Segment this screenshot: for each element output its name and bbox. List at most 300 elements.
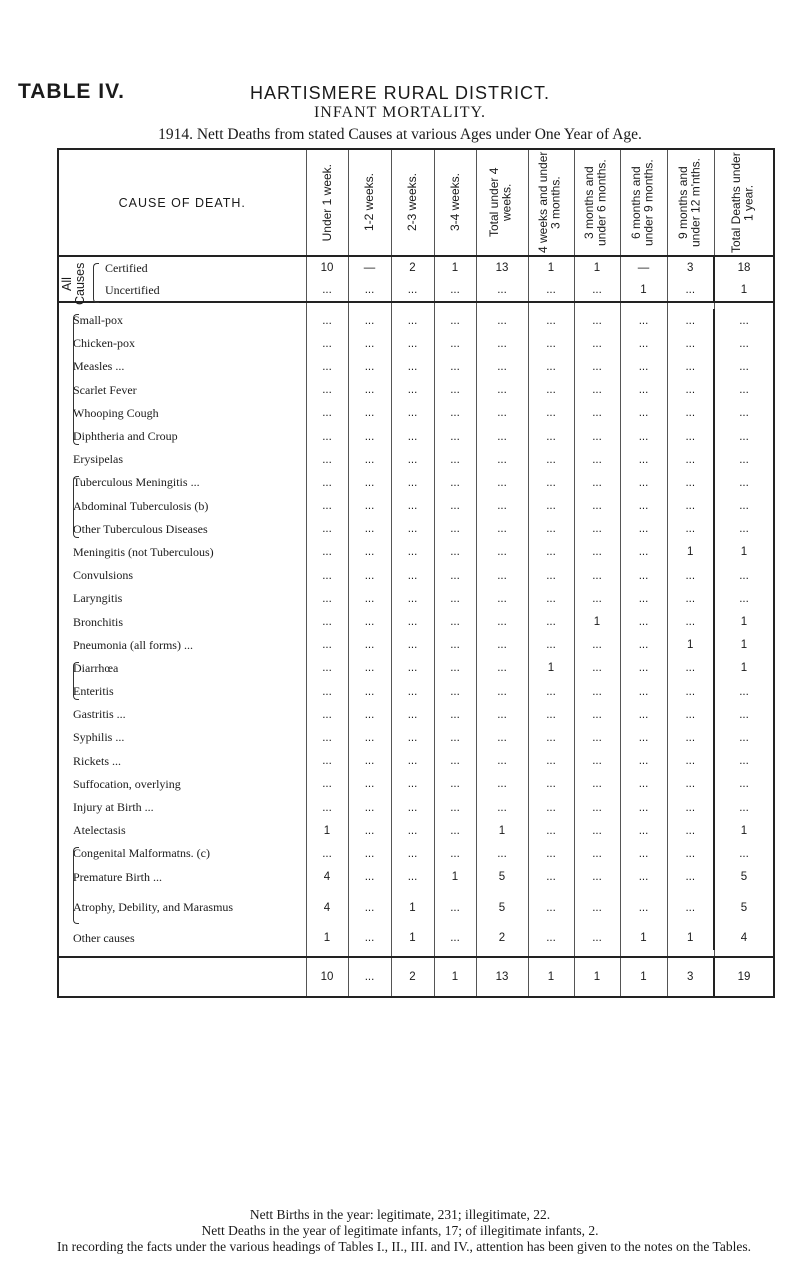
value-cell: ... bbox=[348, 402, 391, 425]
cause-row bbox=[58, 332, 774, 355]
value-cell: ... bbox=[528, 703, 574, 726]
value-cell: ... bbox=[434, 796, 476, 819]
value-cell: 4 bbox=[306, 889, 348, 927]
value-cell: ... bbox=[620, 471, 667, 494]
spacer-cell bbox=[391, 302, 434, 309]
value-cell: ... bbox=[306, 703, 348, 726]
cause-label: Injury at Birth ... bbox=[73, 800, 154, 815]
value-cell: ... bbox=[574, 750, 620, 773]
infant-mortality-table bbox=[57, 148, 775, 998]
value-cell: ... bbox=[306, 518, 348, 541]
all-causes-section bbox=[58, 256, 774, 306]
value-cell: ... bbox=[348, 889, 391, 927]
cause-label-cell bbox=[58, 448, 306, 471]
value-cell: 1 bbox=[391, 927, 434, 950]
value-cell: 1 bbox=[574, 610, 620, 633]
value-cell: ... bbox=[306, 279, 348, 302]
cause-label: Other Tuberculous Diseases bbox=[73, 521, 208, 536]
note-deaths: Nett Deaths in the year of legitimate infants, 17; of illegitimate infants, 2. bbox=[201, 1223, 599, 1238]
cause-row bbox=[58, 448, 774, 471]
value-cell: ... bbox=[528, 889, 574, 927]
value-cell: 18 bbox=[714, 256, 774, 279]
value-cell: ... bbox=[667, 355, 714, 378]
value-cell: ... bbox=[391, 495, 434, 518]
value-cell: ... bbox=[434, 309, 476, 332]
cause-label-cell bbox=[58, 471, 306, 494]
spacer-cell bbox=[620, 950, 667, 957]
value-cell: ... bbox=[667, 587, 714, 610]
cause-label: Small-pox bbox=[73, 313, 123, 328]
value-cell: ... bbox=[476, 842, 528, 865]
cause-label: Enteritis bbox=[73, 684, 114, 699]
value-cell: 1 bbox=[620, 279, 667, 302]
cause-row bbox=[58, 750, 774, 773]
value-cell: ... bbox=[391, 448, 434, 471]
value-cell: ... bbox=[306, 842, 348, 865]
value-cell: 5 bbox=[714, 889, 774, 927]
value-cell: ... bbox=[528, 332, 574, 355]
cause-row bbox=[58, 796, 774, 819]
value-cell: ... bbox=[348, 866, 391, 889]
value-cell: ... bbox=[391, 518, 434, 541]
value-cell: ... bbox=[306, 471, 348, 494]
value-cell: ... bbox=[667, 610, 714, 633]
value-cell: ... bbox=[306, 610, 348, 633]
value-cell: 1 bbox=[306, 927, 348, 950]
cause-label: Laryngitis bbox=[73, 591, 123, 606]
value-cell: 3 bbox=[667, 256, 714, 279]
cause-label-cell bbox=[58, 703, 306, 726]
value-cell: ... bbox=[574, 279, 620, 302]
value-cell: ... bbox=[528, 379, 574, 402]
value-cell: ... bbox=[434, 448, 476, 471]
cause-row bbox=[58, 610, 774, 633]
value-cell: ... bbox=[348, 587, 391, 610]
value-cell: ... bbox=[714, 796, 774, 819]
value-cell: ... bbox=[306, 657, 348, 680]
value-cell: ... bbox=[434, 610, 476, 633]
value-cell: ... bbox=[620, 587, 667, 610]
value-cell: ... bbox=[434, 703, 476, 726]
value-cell: ... bbox=[476, 332, 528, 355]
table-caption: 1914. Nett Deaths from stated Causes at various Ages under One Year of Age. bbox=[158, 126, 642, 143]
cause-label: Scarlet Fever bbox=[73, 382, 137, 397]
value-cell: ... bbox=[306, 796, 348, 819]
value-cell: ... bbox=[306, 564, 348, 587]
value-cell: 1 bbox=[714, 610, 774, 633]
value-cell: ... bbox=[667, 425, 714, 448]
value-cell: ... bbox=[306, 495, 348, 518]
spacer-cell bbox=[667, 302, 714, 309]
value-cell: ... bbox=[667, 379, 714, 402]
cause-row bbox=[58, 866, 774, 889]
value-cell: ... bbox=[714, 726, 774, 749]
spacer-cell bbox=[528, 950, 574, 957]
value-cell: ... bbox=[434, 379, 476, 402]
value-cell: ... bbox=[391, 471, 434, 494]
value-cell: ... bbox=[391, 587, 434, 610]
value-cell: ... bbox=[620, 564, 667, 587]
cause-row bbox=[58, 518, 774, 541]
cause-label: Abdominal Tuberculosis (b) bbox=[73, 498, 209, 513]
value-cell: ... bbox=[348, 657, 391, 680]
value-cell: ... bbox=[528, 518, 574, 541]
value-cell: ... bbox=[476, 355, 528, 378]
cause-label-cell bbox=[58, 355, 306, 378]
value-cell: ... bbox=[528, 564, 574, 587]
value-cell: ... bbox=[391, 564, 434, 587]
value-cell: 10 bbox=[306, 957, 348, 997]
value-cell: ... bbox=[348, 796, 391, 819]
col-6mo-9mo: 6 months and under 9 months. bbox=[620, 149, 667, 256]
value-cell: ... bbox=[620, 379, 667, 402]
cause-row bbox=[58, 355, 774, 378]
value-cell: ... bbox=[620, 355, 667, 378]
all-causes-row bbox=[58, 279, 774, 302]
value-cell: 2 bbox=[391, 256, 434, 279]
cause-label-cell bbox=[58, 842, 306, 865]
value-cell: ... bbox=[434, 842, 476, 865]
value-cell: ... bbox=[620, 425, 667, 448]
cause-label: Tuberculous Meningitis ... bbox=[73, 475, 200, 490]
spacer-cell bbox=[348, 950, 391, 957]
value-cell: ... bbox=[476, 750, 528, 773]
value-cell: 4 bbox=[306, 866, 348, 889]
value-cell: ... bbox=[434, 587, 476, 610]
value-cell: ... bbox=[667, 564, 714, 587]
value-cell: ... bbox=[391, 842, 434, 865]
value-cell: ... bbox=[714, 587, 774, 610]
value-cell: ... bbox=[574, 355, 620, 378]
value-cell: ... bbox=[391, 773, 434, 796]
value-cell: ... bbox=[574, 587, 620, 610]
value-cell: ... bbox=[306, 750, 348, 773]
cause-label-cell bbox=[58, 773, 306, 796]
value-cell: ... bbox=[667, 796, 714, 819]
cause-row bbox=[58, 564, 774, 587]
cause-row bbox=[58, 471, 774, 494]
all-causes-group-label: All Causes bbox=[60, 262, 87, 306]
value-cell: ... bbox=[306, 541, 348, 564]
value-cell: ... bbox=[476, 379, 528, 402]
value-cell: ... bbox=[348, 564, 391, 587]
cause-row bbox=[58, 402, 774, 425]
value-cell: ... bbox=[434, 495, 476, 518]
value-cell: ... bbox=[667, 279, 714, 302]
value-cell: ... bbox=[348, 703, 391, 726]
value-cell: ... bbox=[434, 750, 476, 773]
value-cell: ... bbox=[306, 448, 348, 471]
value-cell: ... bbox=[667, 819, 714, 842]
value-cell: ... bbox=[391, 379, 434, 402]
cause-row bbox=[58, 425, 774, 448]
value-cell: ... bbox=[476, 541, 528, 564]
value-cell: ... bbox=[434, 634, 476, 657]
value-cell: 1 bbox=[667, 927, 714, 950]
value-cell: 1 bbox=[714, 279, 774, 302]
cause-label: Gastritis ... bbox=[73, 707, 126, 722]
value-cell: ... bbox=[667, 750, 714, 773]
value-cell: ... bbox=[391, 279, 434, 302]
value-cell: ... bbox=[714, 379, 774, 402]
value-cell: ... bbox=[620, 773, 667, 796]
cause-label-cell bbox=[58, 425, 306, 448]
value-cell: ... bbox=[476, 680, 528, 703]
value-cell: ... bbox=[528, 866, 574, 889]
value-cell: ... bbox=[391, 657, 434, 680]
cause-label: Diphtheria and Croup bbox=[73, 429, 178, 444]
spacer-cell bbox=[476, 950, 528, 957]
value-cell: ... bbox=[574, 448, 620, 471]
cause-label-cell bbox=[58, 796, 306, 819]
value-cell: ... bbox=[714, 425, 774, 448]
value-cell: ... bbox=[667, 518, 714, 541]
col-2-3-weeks: 2-3 weeks. bbox=[391, 149, 434, 256]
value-cell: ... bbox=[714, 680, 774, 703]
note-recording: In recording the facts under the various headings of Tables I., II., III. and IV., attention has been given to the notes on the Tables. bbox=[57, 1239, 751, 1254]
value-cell: 2 bbox=[476, 927, 528, 950]
value-cell: ... bbox=[348, 355, 391, 378]
value-cell: ... bbox=[528, 634, 574, 657]
value-cell: ... bbox=[620, 750, 667, 773]
value-cell: ... bbox=[714, 564, 774, 587]
cause-row bbox=[58, 495, 774, 518]
cause-row bbox=[58, 541, 774, 564]
value-cell: ... bbox=[714, 448, 774, 471]
value-cell: ... bbox=[528, 471, 574, 494]
cause-label: Convulsions bbox=[73, 568, 134, 583]
value-cell: ... bbox=[434, 773, 476, 796]
cause-label-cell bbox=[58, 541, 306, 564]
cause-label: Bronchitis bbox=[73, 614, 123, 629]
value-cell: ... bbox=[476, 726, 528, 749]
value-cell: ... bbox=[667, 703, 714, 726]
value-cell: 1 bbox=[391, 889, 434, 927]
district-title: HARTISMERE RURAL DISTRICT. bbox=[249, 83, 551, 103]
value-cell: ... bbox=[620, 889, 667, 927]
value-cell: ... bbox=[574, 773, 620, 796]
cause-row bbox=[58, 889, 774, 927]
value-cell: ... bbox=[714, 703, 774, 726]
value-cell: ... bbox=[348, 819, 391, 842]
value-cell: ... bbox=[476, 796, 528, 819]
value-cell: ... bbox=[306, 402, 348, 425]
cause-label: Atrophy, Debility, and Marasmus bbox=[73, 900, 234, 915]
value-cell: ... bbox=[391, 819, 434, 842]
value-cell: ... bbox=[348, 332, 391, 355]
spacer-cell bbox=[528, 302, 574, 309]
value-cell: ... bbox=[434, 425, 476, 448]
value-cell: ... bbox=[391, 610, 434, 633]
spacer-cell bbox=[620, 302, 667, 309]
cause-label: Suffocation, overlying bbox=[73, 776, 181, 791]
all-causes-row-label: Certified bbox=[105, 260, 148, 275]
value-cell: ... bbox=[574, 819, 620, 842]
cause-label-cell bbox=[58, 750, 306, 773]
value-cell: ... bbox=[528, 680, 574, 703]
cause-row bbox=[58, 379, 774, 402]
spacer-cell bbox=[58, 950, 306, 957]
value-cell: ... bbox=[620, 819, 667, 842]
cause-label-cell bbox=[58, 680, 306, 703]
value-cell: ... bbox=[348, 279, 391, 302]
value-cell: 1 bbox=[620, 927, 667, 950]
spacer-cell bbox=[574, 302, 620, 309]
value-cell: ... bbox=[348, 448, 391, 471]
value-cell: ... bbox=[434, 471, 476, 494]
cause-label: Atelectasis bbox=[73, 823, 126, 838]
cause-label: Other causes bbox=[73, 930, 135, 945]
spacer-cell bbox=[391, 950, 434, 957]
cause-row bbox=[58, 703, 774, 726]
value-cell: ... bbox=[348, 773, 391, 796]
value-cell: ... bbox=[714, 773, 774, 796]
cause-label: Chicken-pox bbox=[73, 336, 135, 351]
value-cell: ... bbox=[434, 927, 476, 950]
value-cell: 1 bbox=[434, 957, 476, 997]
value-cell: ... bbox=[620, 610, 667, 633]
cause-label-cell bbox=[58, 518, 306, 541]
value-cell: 4 bbox=[714, 927, 774, 950]
value-cell: ... bbox=[528, 726, 574, 749]
value-cell: ... bbox=[574, 889, 620, 927]
cause-row bbox=[58, 726, 774, 749]
cause-row bbox=[58, 773, 774, 796]
spacer-cell bbox=[476, 302, 528, 309]
value-cell: ... bbox=[306, 309, 348, 332]
all-causes-row bbox=[58, 256, 774, 279]
cause-label: Erysipelas bbox=[73, 452, 123, 467]
cause-label-cell bbox=[58, 402, 306, 425]
cause-label: Premature Birth ... bbox=[73, 869, 162, 884]
value-cell: ... bbox=[714, 309, 774, 332]
value-cell: ... bbox=[391, 402, 434, 425]
value-cell: ... bbox=[528, 448, 574, 471]
spacer-cell bbox=[714, 302, 774, 309]
value-cell: 1 bbox=[714, 819, 774, 842]
value-cell: 1 bbox=[574, 957, 620, 997]
cause-label-cell bbox=[58, 587, 306, 610]
col-4wk-3mo: 4 weeks and under 3 months. bbox=[528, 149, 574, 256]
all-causes-label-cell bbox=[58, 279, 306, 302]
value-cell: 1 bbox=[434, 866, 476, 889]
value-cell: ... bbox=[528, 541, 574, 564]
value-cell: ... bbox=[528, 309, 574, 332]
value-cell: ... bbox=[476, 425, 528, 448]
col-1-2-weeks: 1-2 weeks. bbox=[348, 149, 391, 256]
value-cell: 2 bbox=[391, 957, 434, 997]
value-cell: ... bbox=[714, 750, 774, 773]
cause-row bbox=[58, 927, 774, 950]
cause-label-cell bbox=[58, 726, 306, 749]
value-cell: ... bbox=[391, 680, 434, 703]
value-cell: ... bbox=[348, 610, 391, 633]
value-cell: 1 bbox=[528, 657, 574, 680]
value-cell: ... bbox=[434, 657, 476, 680]
value-cell: ... bbox=[476, 564, 528, 587]
value-cell: ... bbox=[667, 866, 714, 889]
value-cell: ... bbox=[620, 842, 667, 865]
cause-label: Whooping Cough bbox=[73, 405, 159, 420]
value-cell: ... bbox=[528, 842, 574, 865]
value-cell: ... bbox=[476, 279, 528, 302]
value-cell: 1 bbox=[528, 957, 574, 997]
value-cell: ... bbox=[348, 425, 391, 448]
value-cell: ... bbox=[667, 680, 714, 703]
value-cell: 13 bbox=[476, 256, 528, 279]
value-cell: ... bbox=[476, 610, 528, 633]
totals-row bbox=[58, 957, 774, 997]
value-cell: ... bbox=[391, 309, 434, 332]
value-cell: ... bbox=[391, 355, 434, 378]
value-cell: 1 bbox=[714, 657, 774, 680]
value-cell: ... bbox=[306, 634, 348, 657]
value-cell: ... bbox=[434, 332, 476, 355]
value-cell: ... bbox=[528, 773, 574, 796]
totals-label-cell bbox=[58, 957, 306, 997]
value-cell: ... bbox=[476, 402, 528, 425]
value-cell: ... bbox=[348, 541, 391, 564]
value-cell: ... bbox=[620, 703, 667, 726]
value-cell: ... bbox=[714, 471, 774, 494]
value-cell: 1 bbox=[476, 819, 528, 842]
cause-label-cell bbox=[58, 927, 306, 950]
value-cell: 13 bbox=[476, 957, 528, 997]
value-cell: ... bbox=[667, 889, 714, 927]
value-cell: 1 bbox=[667, 541, 714, 564]
value-cell: ... bbox=[306, 726, 348, 749]
value-cell: ... bbox=[434, 564, 476, 587]
value-cell: — bbox=[348, 256, 391, 279]
value-cell: ... bbox=[574, 927, 620, 950]
value-cell: ... bbox=[714, 518, 774, 541]
value-cell: ... bbox=[620, 634, 667, 657]
value-cell: ... bbox=[574, 541, 620, 564]
value-cell: ... bbox=[476, 518, 528, 541]
cause-label-cell bbox=[58, 889, 306, 927]
value-cell: ... bbox=[476, 634, 528, 657]
value-cell: — bbox=[620, 256, 667, 279]
table-subtitle: INFANT MORTALITY. bbox=[313, 104, 487, 121]
value-cell: ... bbox=[348, 634, 391, 657]
value-cell: ... bbox=[714, 842, 774, 865]
value-cell: ... bbox=[476, 703, 528, 726]
spacer-cell bbox=[574, 950, 620, 957]
value-cell: ... bbox=[528, 402, 574, 425]
value-cell: ... bbox=[528, 927, 574, 950]
value-cell: ... bbox=[434, 541, 476, 564]
cause-label-cell bbox=[58, 564, 306, 587]
cause-label-cell bbox=[58, 309, 306, 332]
spacer-cell bbox=[434, 302, 476, 309]
value-cell: ... bbox=[620, 680, 667, 703]
value-cell: ... bbox=[434, 680, 476, 703]
value-cell: ... bbox=[306, 355, 348, 378]
value-cell: 1 bbox=[667, 634, 714, 657]
value-cell: ... bbox=[574, 657, 620, 680]
value-cell: 1 bbox=[574, 256, 620, 279]
value-cell: ... bbox=[306, 379, 348, 402]
col-3-4-weeks: 3-4 weeks. bbox=[434, 149, 476, 256]
value-cell: ... bbox=[574, 471, 620, 494]
value-cell: ... bbox=[306, 680, 348, 703]
cause-row bbox=[58, 634, 774, 657]
value-cell: ... bbox=[528, 279, 574, 302]
cause-row bbox=[58, 842, 774, 865]
value-cell: ... bbox=[476, 587, 528, 610]
value-cell: 5 bbox=[714, 866, 774, 889]
value-cell: ... bbox=[667, 773, 714, 796]
